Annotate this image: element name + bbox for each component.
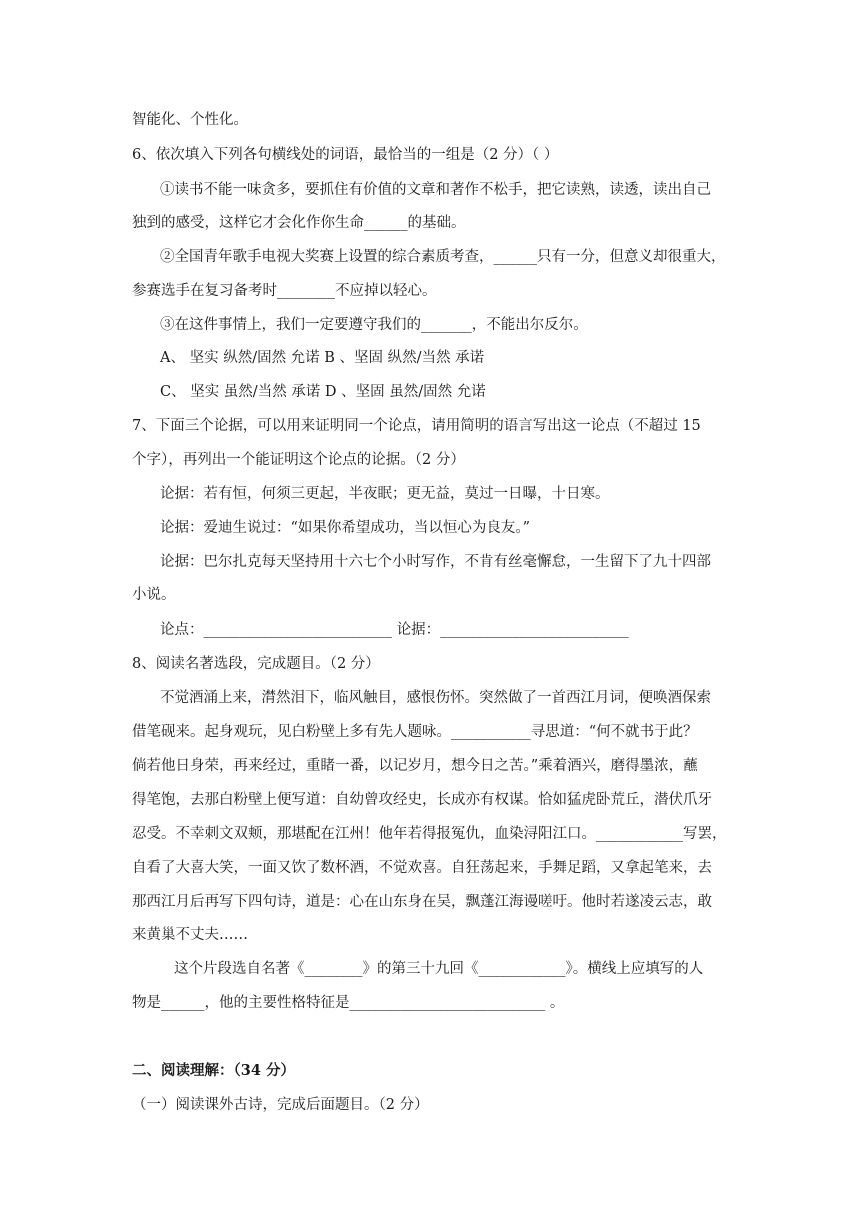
text-line: 那西江月后再写下四句诗，道是：心在山东身在吴，飘蓬江海谩嗟吁。他时若遂凌云志，敢	[132, 894, 712, 910]
text-line: 物是______，他的主要性格特征是___________________________ 。	[132, 995, 565, 1011]
section-heading: 二、阅读理解：（34 分）	[132, 1062, 295, 1079]
text-line: 参赛选手在复习备考时________不应掉以轻心。	[132, 283, 437, 299]
text-line: 论据：若有恒，何须三更起，半夜眠；更无益，莫过一日曝，十日寒。	[160, 486, 610, 502]
subsection-heading: （一）阅读课外古诗，完成后面题目。（2 分）	[132, 1097, 429, 1113]
text-line: 借笔砚来。起身观玩，见白粉壁上多有先人题咏。___________寻思道：“何不就书于此？	[132, 724, 698, 740]
text-line: ②全国青年歌手电视大奖赛上设置的综合素质考查，______只有一分，但意义却很重大，	[160, 249, 726, 265]
text-line: 独到的感受，这样它才会化作你生命______的基础。	[132, 215, 466, 231]
question-7-heading: 7、下面三个论据，可以用来证明同一个论点，请用简明的语言写出这一论点（不超过 15	[132, 418, 701, 434]
text-line: 得笔饱，去那白粉壁上便写道：自幼曾攻经史，长成亦有权谋。恰如猛虎卧荒丘，潜伏爪牙	[132, 792, 712, 808]
text-line: ①读书不能一味贪多，要抓住有价值的文章和著作不松手，把它读熟，读透，读出自己	[160, 182, 711, 198]
text-line: 忍受。不幸刺文双颊，那堪配在江州！他年若得报冤仇，血染浔阳江口。____________写罢，	[132, 826, 727, 842]
option-row-cd: C、 坚实 虽然/当然 承诺 D 、坚固 虽然/固然 允诺	[160, 384, 486, 400]
option-row-ab: A、 坚实 纵然/固然 允诺 B 、坚固 纵然/当然 承诺	[160, 350, 485, 366]
text-line: 个字），再列出一个能证明这个论点的论据。（2 分）	[132, 452, 465, 468]
text-line: 不觉酒涌上来，潸然泪下，临风触目，感恨伤怀。突然做了一首西江月词，便唤酒保索	[160, 690, 711, 706]
text-line: 倘若他日身荣，再来经过，重睹一番，以记岁月，想今日之苦。”乘着酒兴，磨得墨浓，蘸	[132, 758, 698, 774]
answer-line: 论点：__________________________ 论据：__________________________	[160, 622, 629, 638]
text-line: 论据：爱迪生说过：“如果你希望成功，当以恒心为良友。”	[160, 520, 531, 536]
text-line: 来黄巢不丈夫……	[132, 927, 248, 943]
text-line: 论据：巴尔扎克每天坚持用十六七个小时写作，不肯有丝毫懈怠，一生留下了九十四部	[160, 554, 711, 570]
question-6-heading: 6、依次填入下列各句横线处的词语，最恰当的一组是（2 分）（ ）	[132, 147, 559, 163]
text-line: 小说。	[132, 587, 176, 603]
question-8-heading: 8、阅读名著选段，完成题目。（2 分）	[132, 656, 380, 672]
text-line: 自看了大喜大笑，一面又饮了数杯酒，不觉欢喜。自狂荡起来，手舞足蹈，又拿起笔来，去	[132, 860, 712, 876]
text-line: 智能化、个性化。	[132, 112, 248, 128]
text-line: ③在这件事情上，我们一定要遵守我们的_______，不能出尔反尔。	[160, 317, 588, 333]
text-line: 这个片段选自名著《________》的第三十九回《____________》。横线上应填写的人	[174, 961, 704, 977]
